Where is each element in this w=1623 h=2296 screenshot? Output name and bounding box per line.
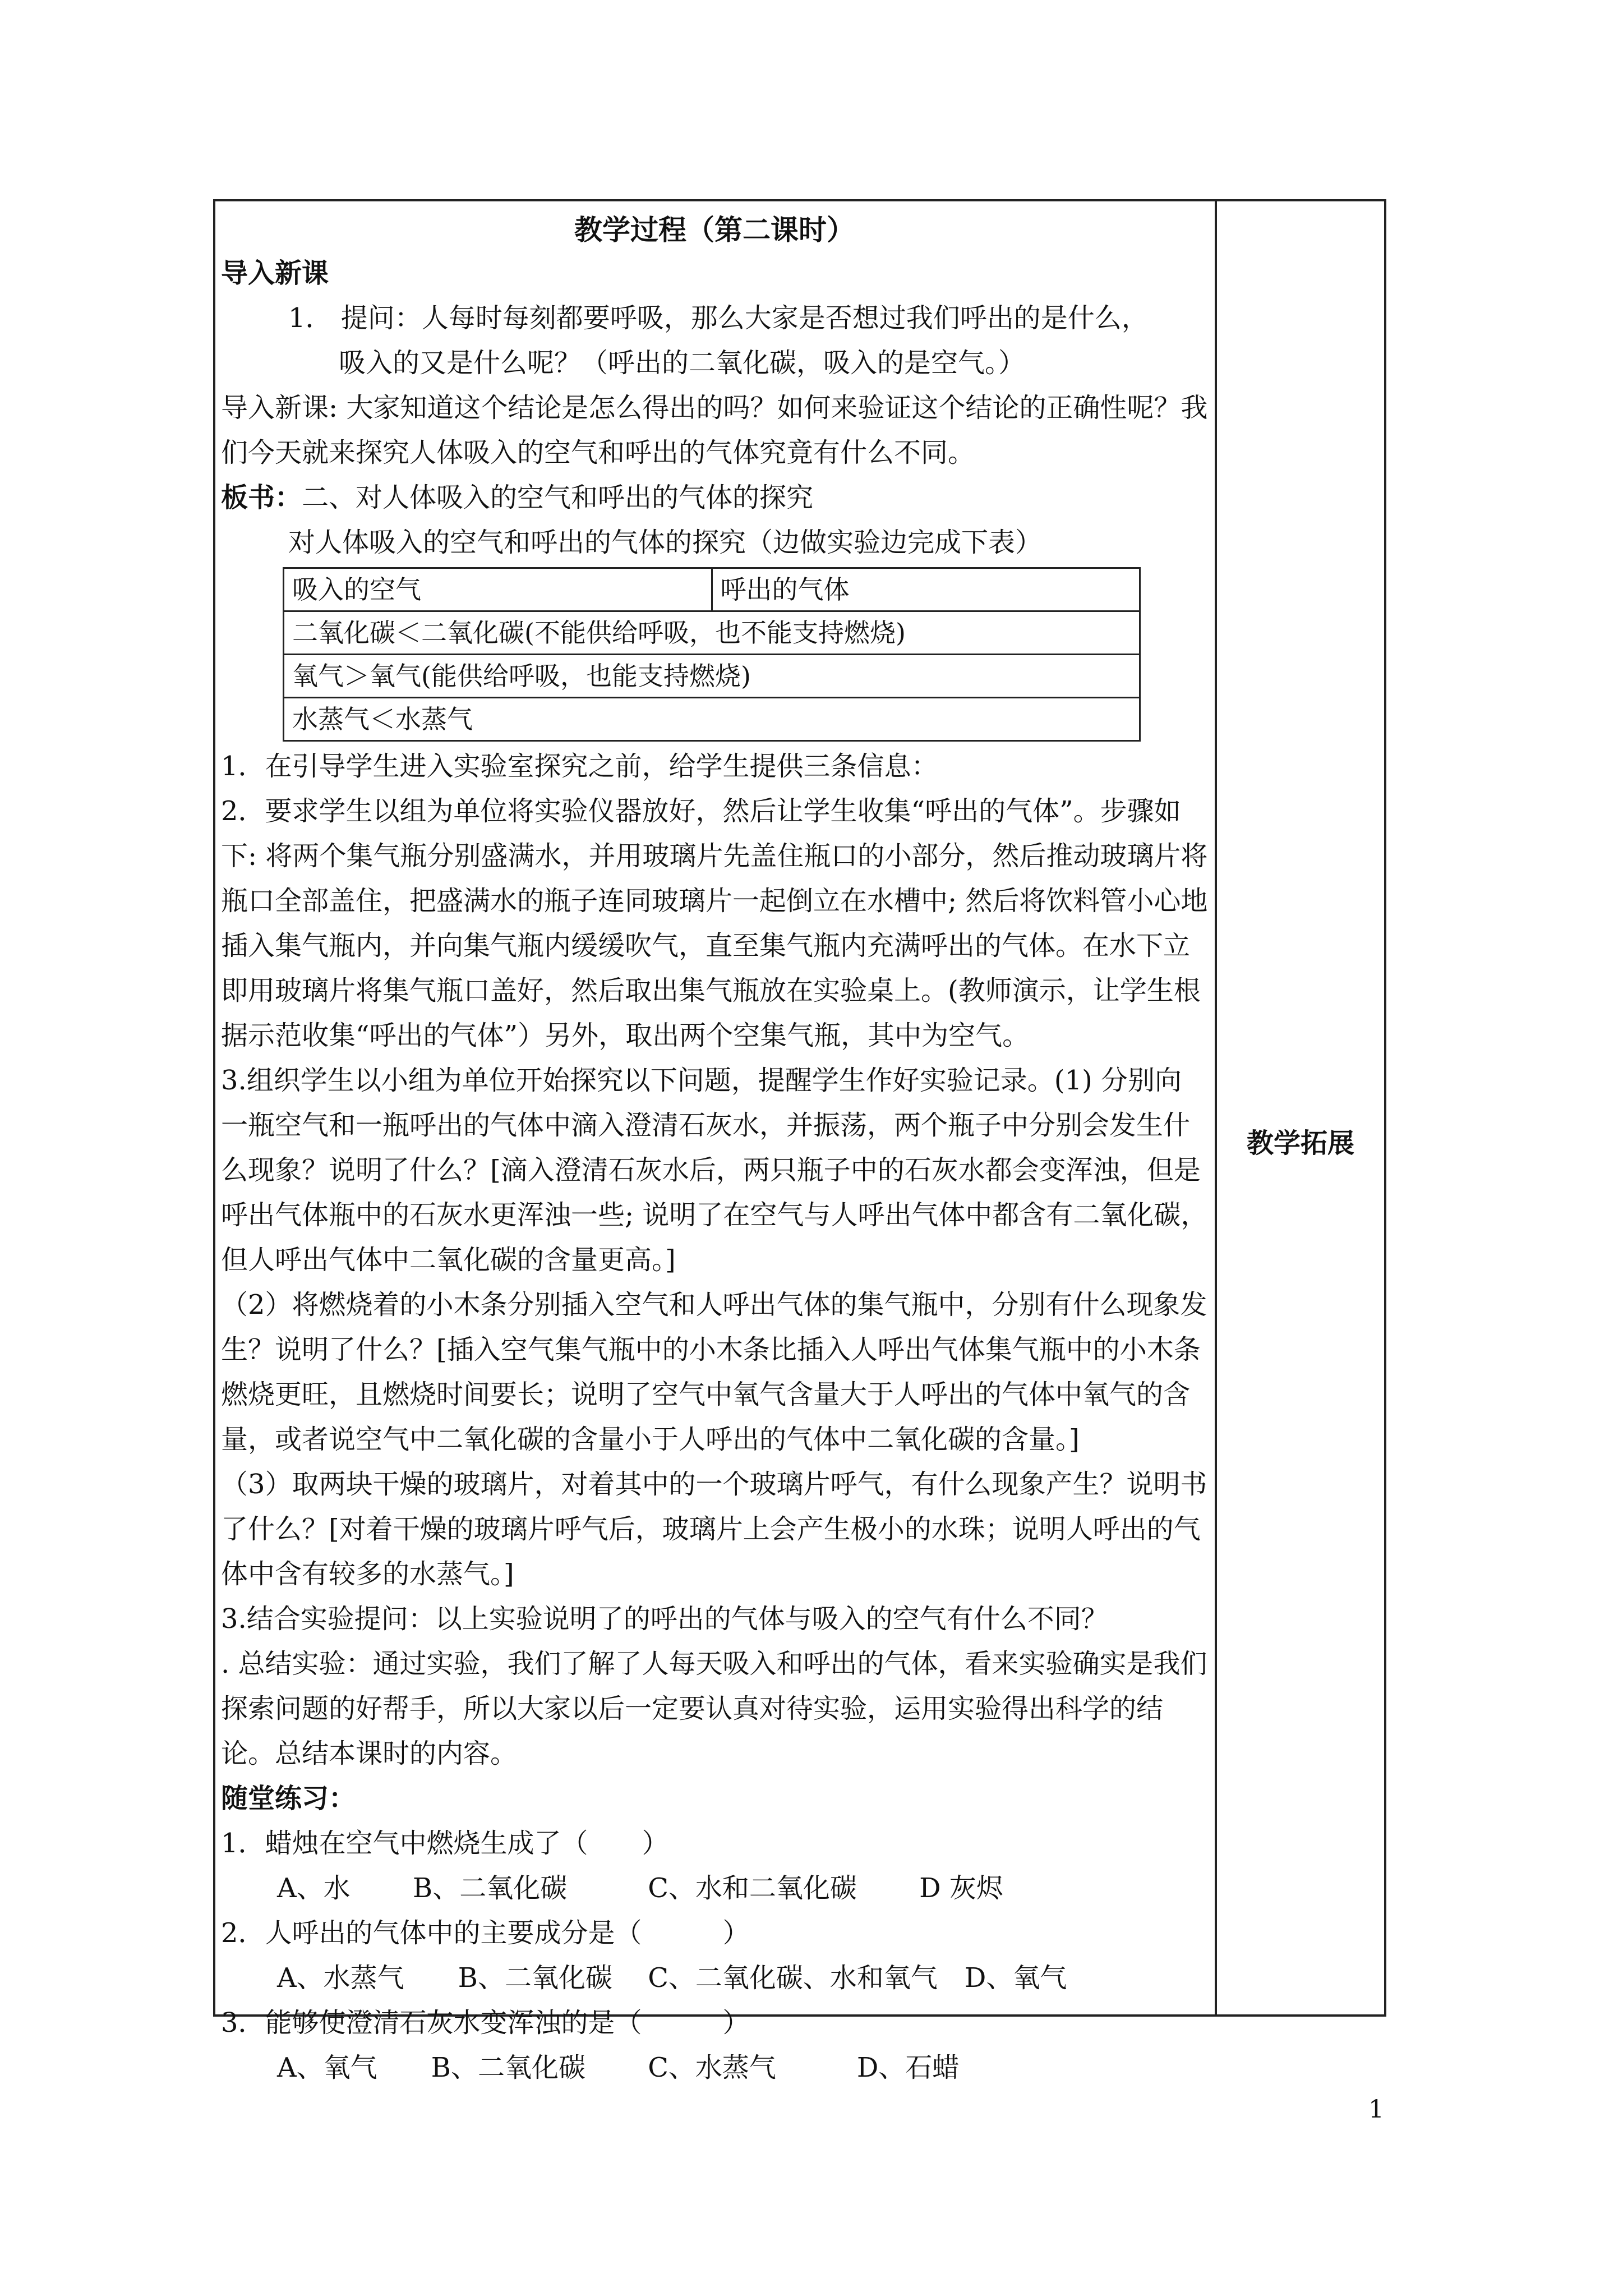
exercise-options-2: A、水蒸气 B、二氧化碳 C、二氧化碳、水和氧气 D、氧气: [277, 1962, 1067, 1994]
table-header-row: [284, 568, 1140, 611]
procedure-paragraph-2: 2．要求学生以组为单位将实验仪器放好，然后让学生收集“呼出的气体”。步骤如下: 将两个集气瓶分别盛满水，并用玻璃片先盖住瓶口的小部分，然后推动玻璃片将瓶口全部盖住，把盛满水的瓶子连同玻璃片一起倒立在水槽中; 然后将饮料管小心地插入集气瓶内，并向集气瓶内缓缓吹气，直至集气瓶内充满呼出的气体。在水下立即用玻璃片将集气瓶口盖好，然后取出集气瓶放在实验桌上。(教师演示，让学生根据示范收集“呼出的气体”）另外，取出两个空集气瓶，其中为空气。: [221, 795, 1208, 1051]
exercise-options-1: A、水 B、二氧化碳 C、水和二氧化碳 D 灰烬: [277, 1872, 1003, 1904]
header-exhaled-gas: 呼出的气体: [712, 568, 1140, 611]
header-inhaled-air: 吸入的空气: [284, 568, 712, 611]
procedure-paragraph-3: 3.组织学生以小组为单位开始探究以下问题，提醒学生作好实验记录。(1) 分别向一瓶空气和一瓶呼出的气体中滴入澄清石灰水，并振荡，两个瓶子中分别会发生什么现象？说明了什么？[滴入澄清石灰水后，两只瓶子中的石灰水都会变浑浊，但是呼出气体瓶中的石灰水更浑浊一些; 说明了在空气与人呼出气体中都含有二氧化碳，但人呼出气体中二氧化碳的含量更高。]: [221, 1065, 1208, 1276]
lesson-table: [213, 199, 1386, 2083]
table-row: [284, 698, 1140, 741]
row-water-vapor: 水蒸气＜水蒸气: [284, 698, 1140, 741]
row-oxygen: 氧气＞氧气(能供给呼吸，也能支持燃烧): [284, 655, 1140, 698]
procedure-paragraph-1: 1．在引导学生进入实验室探究之前，给学生提供三条信息：: [221, 751, 938, 782]
board-text: 二、对人体吸入的空气和呼出的气体的探究: [302, 482, 814, 513]
intro-lead-paragraph: 导入新课: 大家知道这个结论是怎么得出的吗？如何来验证这个结论的正确性呢？我们今天就来探究人体吸入的空气和呼出的气体究竟有什么不同。: [221, 392, 1208, 468]
procedure-paragraph-5: （3）取两块干燥的玻璃片，对着其中的一个玻璃片呼气，有什么现象产生？说明书了什么？[对着干燥的玻璃片呼气后，玻璃片上会产生极小的水珠；说明人呼出的气体中含有较多的水蒸气。]: [221, 1469, 1207, 1590]
row-carbon-dioxide: 二氧化碳＜二氧化碳(不能供给呼吸，也不能支持燃烧): [284, 611, 1140, 655]
exercise-question-3: 3．能够使澄清石灰水变浑浊的是（ ）: [221, 2007, 750, 2039]
table-caption: 对人体吸入的空气和呼出的气体的探究（边做实验边完成下表）: [288, 527, 1043, 558]
intro-question-line1: 1． 提问：人每时每刻都要呼吸，那么大家是否想过我们呼出的是什么，: [288, 302, 1149, 334]
teaching-process-content: [221, 209, 1208, 2090]
teaching-process-cell: [215, 201, 1217, 2083]
extension-label: 教学拓展: [1246, 1128, 1354, 1159]
procedure-paragraph-4: （2）将燃烧着的小木条分别插入空气和人呼出气体的集气瓶中，分别有什么现象发生？说明了什么？[插入空气集气瓶中的小木条比插入人呼出气体集气瓶中的小木条燃烧更旺，且燃烧时间要长；说明了空气中氧气含量大于人呼出的气体中氧气的含量，或者说空气中二氧化碳的含量小于人呼出的气体中二氧化碳的含量。]: [221, 1289, 1207, 1455]
exercise-question-1: 1．蜡烛在空气中燃烧生成了（ ）: [221, 1828, 669, 1859]
intro-heading: 导入新课: [221, 257, 329, 289]
section-title: 教学过程（第二课时）: [574, 213, 855, 246]
page-number: 1: [1368, 2095, 1384, 2124]
board-label: 板书：: [221, 482, 302, 513]
exercises-heading: 随堂练习：: [221, 1783, 356, 1814]
procedure-paragraph-6: 3.结合实验提问：以上实验说明了的呼出的气体与吸入的空气有什么不同？: [221, 1603, 1108, 1635]
exercise-options-3: A、氧气 B、二氧化碳 C、水蒸气 D、石蜡: [277, 2052, 960, 2083]
exercise-question-2: 2．人呼出的气体中的主要成分是（ ）: [221, 1917, 750, 1949]
comparison-table: [283, 567, 1141, 742]
extension-cell: [1217, 201, 1384, 2014]
table-row: [284, 655, 1140, 698]
intro-question-line2: 吸入的又是什么呢？（呼出的二氧化碳，吸入的是空气。）: [339, 347, 1026, 379]
table-row: [284, 611, 1140, 655]
board-line: [221, 475, 1208, 520]
procedure-paragraph-7: . 总结实验：通过实验，我们了解了人每天吸入和呼出的气体，看来实验确实是我们探索问题的好帮手，所以大家以后一定要认真对待实验，运用实验得出科学的结论。总结本课时的内容。: [221, 1648, 1207, 1769]
